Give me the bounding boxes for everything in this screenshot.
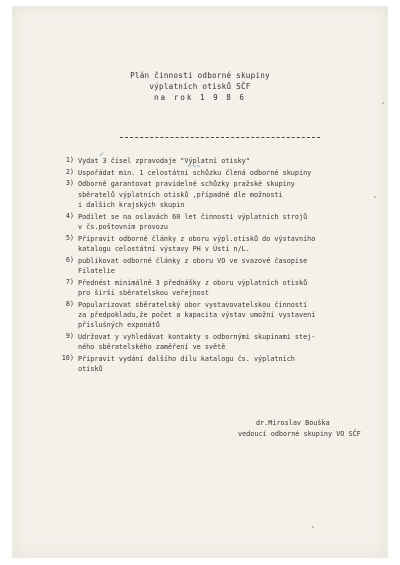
plan-item-number: 8): [65, 299, 74, 308]
plan-item-line: publikovat odborné články z oboru VO ve svazové časopise: [78, 256, 308, 265]
signatory-title: vedoucí odborné skupiny VO SČF: [238, 430, 361, 438]
dashed-divider: [120, 137, 320, 138]
plan-item-line: i dalších krajských skupin: [78, 200, 185, 209]
paper-speck: [312, 526, 314, 528]
plan-item-number: 10): [61, 354, 74, 362]
plan-item-text: [78, 156, 378, 166]
plan-item-line: Udržovat y vyhledávat kontakty s odbornými skupinami stej-: [78, 333, 316, 341]
plan-item-text: [78, 234, 378, 255]
plan-item-line: otisků: [78, 365, 103, 374]
plan-item-text: [78, 179, 378, 210]
plan-item-line: Připravit odborné články z oboru výpl.otisků do výstavního: [78, 234, 316, 243]
plan-item-text: [78, 354, 378, 375]
plan-item-text: [78, 300, 378, 331]
plan-item-line: za předpokladu,že počet a kapacita výstav umožní vystavení: [78, 310, 316, 319]
plan-item-line: Přednést minimálně 3 přednášky z oboru výplatních otisků: [78, 278, 308, 287]
plan-item-line: Odborně garantovat pravidelné schůzky pražské skupiny: [78, 180, 295, 189]
plan-item-line: v čs.poštovním provozu: [78, 222, 169, 231]
paper-speck: [374, 196, 376, 198]
plan-item-text: [78, 212, 378, 233]
plan-item-number: 9): [65, 332, 74, 340]
plan-item-line: pro širší sběratelskou veřejnost: [78, 288, 209, 297]
header-title: Plán činnosti odborné skupiny: [130, 71, 270, 80]
header-subtitle: výplatních otisků SČF: [149, 82, 251, 91]
plan-item-number: 2): [65, 167, 74, 176]
plan-item-line: Připravit vydání dalšího dílu katalogu čs. výplatních: [78, 355, 295, 363]
header-year: na rok 1 9 8 6: [153, 93, 246, 102]
plan-item-number: 4): [65, 211, 74, 220]
plan-item-number: 5): [65, 233, 74, 242]
plan-item-line: katalogu celostátní výstavy PH v Ústí n/L.: [78, 244, 250, 253]
document-page: [12, 6, 388, 558]
handwritten-annotation: ~~~: [187, 164, 201, 170]
plan-item-line: ného sběratelského zaměření ve světě: [78, 343, 226, 352]
signature-block: [238, 418, 400, 440]
plan-item-text: [78, 256, 378, 277]
plan-item-line: Vydat 3 čísel zpravodaje "Výplatní otisky": [78, 157, 250, 165]
plan-item-line: Filatelie: [78, 266, 115, 275]
plan-item-number: 6): [65, 255, 74, 264]
plan-item-line: Uspořádat min. 1 celostátní schůzku člená odborné skupiny: [78, 168, 312, 177]
plan-item-line: sběratelů výplatních otisků ,případně dle možnosti: [78, 190, 283, 199]
plan-item-text: [78, 332, 378, 353]
document-header: [12, 70, 388, 103]
plan-item-number: 3): [65, 179, 74, 188]
plan-item-number: 7): [65, 277, 74, 286]
plan-item-text: [78, 168, 378, 178]
plan-item-text: [78, 278, 378, 299]
paper-speck: [382, 102, 384, 104]
plan-item-line: Podílet se na oslavách 60 let činnosti výplatních strojů: [78, 212, 308, 221]
handwritten-annotation: ✓: [99, 152, 104, 158]
signatory-name: dr.Miroslav Bouška: [256, 419, 330, 427]
plan-item-number: 1): [65, 156, 74, 164]
plan-item-line: Popularizovat sběratelský obor vystavovatelskou činností: [78, 300, 308, 309]
plan-item-line: příslušných exponátů: [78, 321, 160, 330]
